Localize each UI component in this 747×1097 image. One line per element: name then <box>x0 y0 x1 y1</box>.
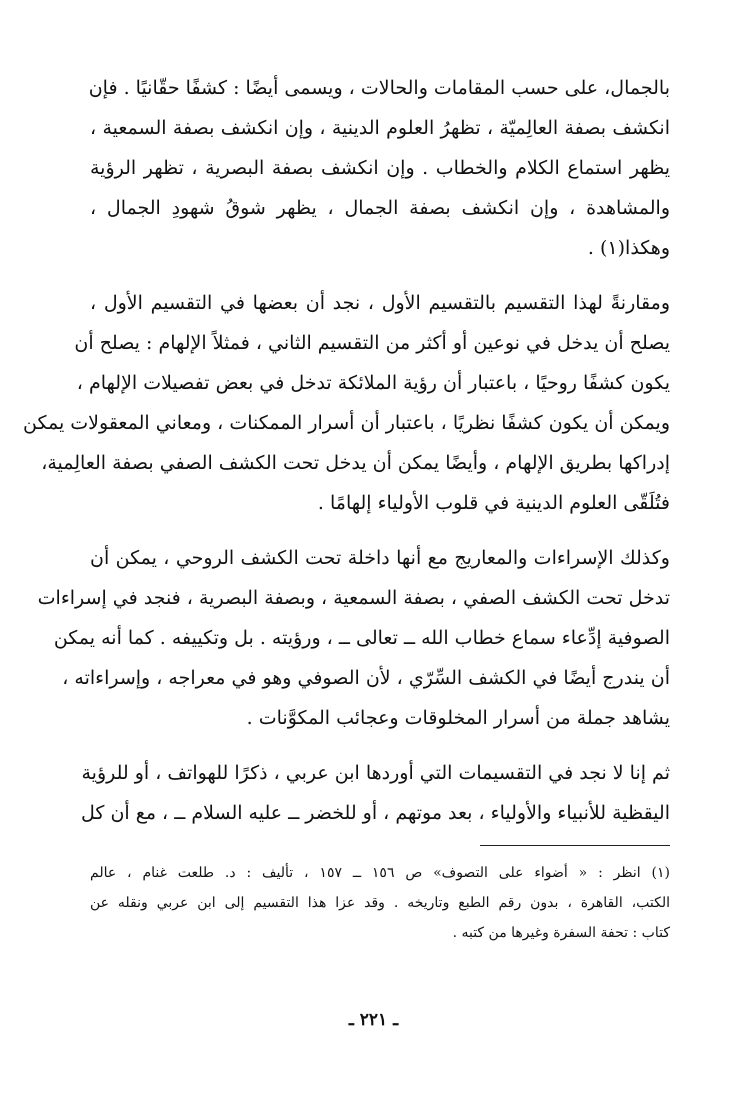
text-line: أن يندرج أيضًا في الكشف السِّرّي ، لأن الصوفي وهو في معراجه ، وإسراءاته ، <box>62 667 670 689</box>
text-line: الصوفية إدِّعاء سماع خطاب الله ــ تعالى ــ ، ورؤيته . بل وتكييفه . كما أنه يمكن <box>53 627 670 649</box>
footnote <box>90 858 670 948</box>
text-line: اليقظية للأنبياء والأولياء ، بعد موتهم ، أو للخضر ــ عليه السلام ــ ، مع أن كل <box>80 802 670 824</box>
text-line: انكشف بصفة العالِميّة ، تظهرُ العلوم الدينية ، وإن انكشف بصفة السمعية ، <box>90 117 670 139</box>
paragraph-4 <box>80 753 670 833</box>
text-line: وكذلك الإسراءات والمعاريج مع أنها داخلة تحت الكشف الروحي ، يمكن أن <box>90 547 670 569</box>
footnote-line: الكتب، القاهرة ، بدون رقم الطبع وتاريخه . وقد عزا هذا التقسيم إلى ابن عربي ونقله عن <box>90 895 670 911</box>
text-line: يشاهد جملة من أسرار المخلوقات وعجائب المكوَّنات . <box>246 707 670 729</box>
paragraph-3 <box>37 538 670 738</box>
text-line: فتُلَقّى العلوم الدينية في قلوب الأولياء إلهامًا . <box>317 492 670 514</box>
text-line: يظهر استماع الكلام والخطاب . وإن انكشف بصفة البصرية ، تظهر الرؤية <box>90 157 670 179</box>
main-text <box>23 68 670 833</box>
text-line: ثم إنا لا نجد في التقسيمات التي أوردها ابن عربي ، ذكرًا للهواتف ، أو للرؤية <box>81 762 670 784</box>
text-line: بالجمال، على حسب المقامات والحالات ، ويسمى أيضًا : كشفًا حقّانيًا . فإن <box>88 77 670 99</box>
text-line: تدخل تحت الكشف الصفي ، بصفة السمعية ، وبصفة البصرية ، فنجد في إسراءات <box>37 587 670 609</box>
text-line: وهكذا(١) . <box>587 237 670 259</box>
page-number: ـ ٢٢١ ـ <box>348 1010 399 1030</box>
footnote-line: (١) انظر : « أضواء على التصوف» ص ١٥٦ ــ ١٥٧ ، تأليف : د. طلعت غنام ، عالم <box>90 865 670 881</box>
text-line: ويمكن أن يكون كشفًا نظريًا ، باعتبار أن أسرار الممكنات ، ومعاني المعقولات يمكن <box>23 412 670 434</box>
footnote-separator <box>480 845 670 846</box>
footnote-line: كتاب : تحفة السفرة وغيرها من كتبه . <box>452 925 670 941</box>
paragraph-2 <box>23 283 670 523</box>
text-line: إدراكها بطريق الإلهام ، وأيضًا يمكن أن يدخل تحت الكشف الصفي بصفة العالِمية، <box>41 452 670 474</box>
text-line: يصلح أن يدخل في نوعين أو أكثر من التقسيم الثاني ، فمثلاً الإلهام : يصلح أن <box>74 332 670 354</box>
paragraph-1 <box>90 68 670 268</box>
text-line: يكون كشفًا روحيًا ، باعتبار أن رؤية الملائكة تدخل في بعض تفصيلات الإلهام ، <box>76 372 670 394</box>
text-line: والمشاهدة ، وإن انكشف بصفة الجمال ، يظهر شوقُ شهودِ الجمال ، <box>90 197 670 219</box>
text-line: ومقارنةً لهذا التقسيم بالتقسيم الأول ، نجد أن بعضها في التقسيم الأول ، <box>90 292 670 314</box>
